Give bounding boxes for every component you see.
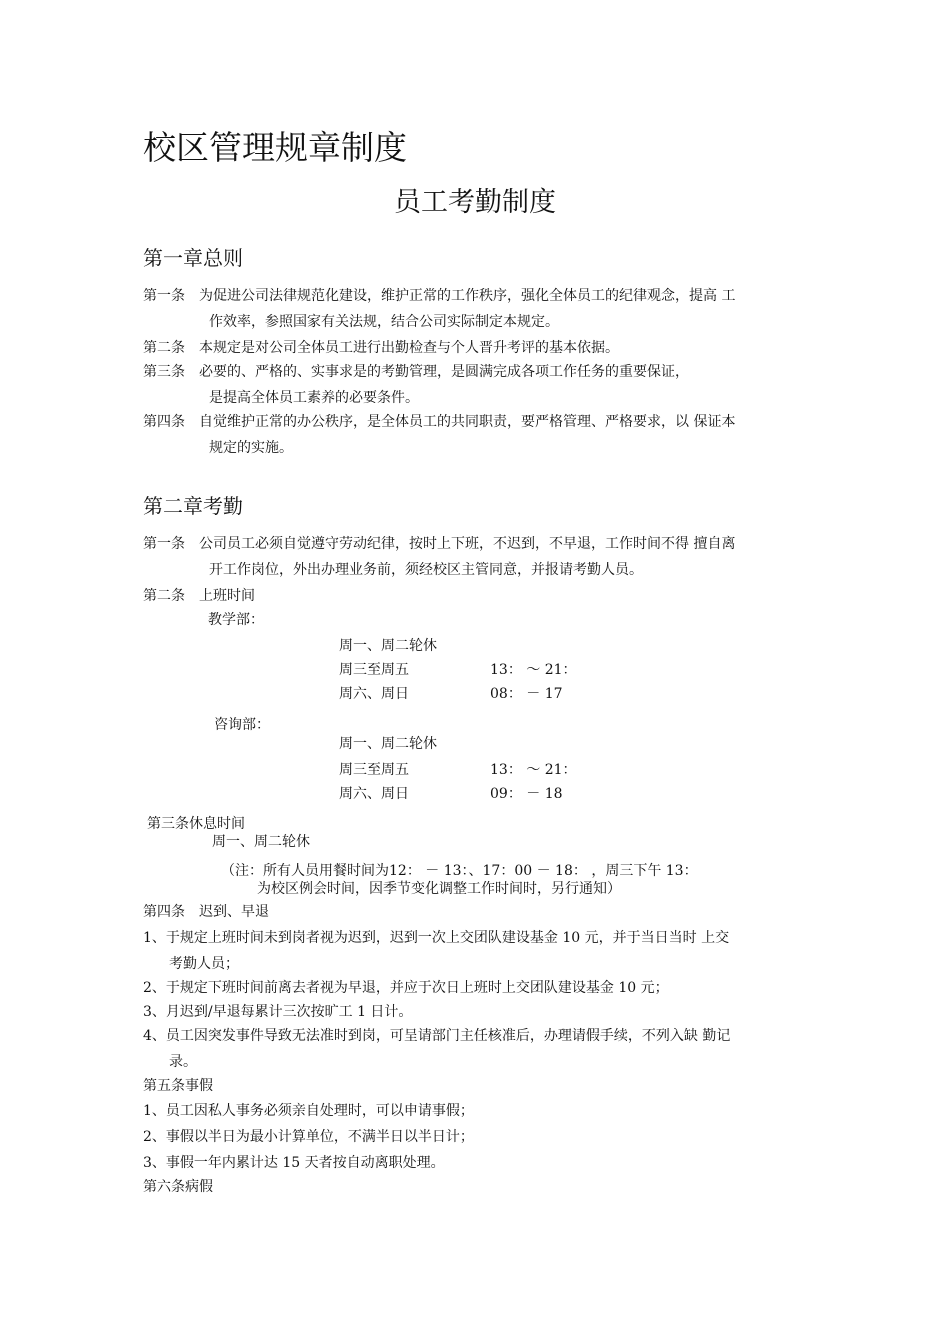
article-text: 迟到、早退	[199, 904, 269, 920]
chapter-2-heading: 第二章考勤	[143, 494, 243, 518]
schedule-day: 周一、周二轮休	[339, 736, 437, 752]
article-text-cont: 是提高全体员工素养的必要条件。	[209, 390, 419, 406]
article-text-cont: 作效率，参照国家有关法规，结合公司实际制定本规定。	[209, 314, 559, 330]
list-item	[143, 1124, 815, 1150]
schedule-day: 周六、周日	[339, 786, 409, 802]
list-item	[143, 975, 815, 1001]
article-label: 第二条	[143, 340, 185, 356]
note-line-1: （注：所有人员用餐时间为12： － 13：、17：00 － 18： ，周三下午 13：	[221, 863, 698, 879]
list-item-text: 1、于规定上班时间未到岗者视为迟到，迟到一次上交团队建设基金 10 元，并于当日当时 上交	[143, 930, 730, 946]
list-item	[143, 999, 815, 1025]
list-item	[143, 1098, 815, 1124]
article-text-cont: 开工作岗位，外出办理业务前，须经校区主管同意，并报请考勤人员。	[209, 562, 643, 578]
list-item-text: 2、事假以半日为最小计算单位，不满半日以半日计；	[143, 1129, 474, 1145]
ch2-article-4	[143, 899, 815, 925]
schedule-time: 09： － 18	[490, 786, 563, 802]
ch2-article-5-title: 第五条事假	[143, 1078, 213, 1094]
list-item	[143, 1023, 815, 1075]
note-line-2: 为校区例会时间，因季节变化调整工作时间时，另行通知）	[257, 881, 621, 897]
ch2-article-1	[143, 531, 815, 583]
list-item	[143, 925, 815, 977]
schedule-day: 周三至周五	[339, 662, 409, 678]
article-text: 上班时间	[199, 588, 255, 604]
list-item	[143, 1150, 815, 1176]
article-text: 公司员工必须自觉遵守劳动纪律，按时上下班，不迟到，不早退，工作时间不得 擅自离	[199, 536, 736, 552]
ch1-article-3	[143, 359, 815, 411]
article-label: 第四条	[143, 904, 185, 920]
list-item-text-cont: 考勤人员；	[169, 956, 239, 972]
page-title: 校区管理规章制度	[143, 128, 407, 167]
ch1-article-2	[143, 335, 815, 361]
article-text: 自觉维护正常的办公秩序，是全体员工的共同职责，要严格管理、严格要求，以 保证本	[199, 414, 736, 430]
list-item-text: 1、员工因私人事务必须亲自处理时，可以申请事假；	[143, 1103, 474, 1119]
list-item-text: 3、事假一年内累计达 15 天者按自动离职处理。	[143, 1155, 445, 1171]
list-item-text: 2、于规定下班时间前离去者视为早退，并应于次日上班时上交团队建设基金 10 元；	[143, 980, 669, 996]
page-subtitle: 员工考勤制度	[394, 187, 556, 218]
ch2-article-3-title: 第三条休息时间	[147, 816, 245, 832]
rest-line: 周一、周二轮休	[212, 834, 310, 850]
schedule-time: 13： ～ 21：	[490, 762, 577, 778]
article-label: 第二条	[143, 588, 185, 604]
list-item-text-cont: 录。	[169, 1054, 197, 1070]
schedule-time: 13： ～ 21：	[490, 662, 577, 678]
dept-name-consulting: 咨询部：	[214, 717, 270, 733]
article-text: 本规定是对公司全体员工进行出勤检查与个人晋升考评的基本依据。	[199, 340, 619, 356]
ch2-article-6-title: 第六条病假	[143, 1179, 213, 1195]
article-text: 必要的、严格的、实事求是的考勤管理，是圆满完成各项工作任务的重要保证，	[199, 364, 689, 380]
chapter-1-heading: 第一章总则	[143, 246, 243, 270]
schedule-time: 08： － 17	[490, 686, 563, 702]
schedule-day: 周六、周日	[339, 686, 409, 702]
ch1-article-1	[143, 283, 815, 335]
ch1-article-4	[143, 409, 815, 461]
article-label: 第三条	[143, 364, 185, 380]
dept-name-teaching: 教学部：	[208, 612, 264, 628]
ch2-article-2	[143, 583, 815, 609]
schedule-day: 周一、周二轮休	[339, 638, 437, 654]
list-item-text: 4、员工因突发事件导致无法准时到岗，可呈请部门主任核准后，办理请假手续，不列入缺 勤记	[143, 1028, 731, 1044]
schedule-day: 周三至周五	[339, 762, 409, 778]
list-item-text: 3、月迟到/早退每累计三次按旷工 1 日计。	[143, 1004, 413, 1020]
article-label: 第一条	[143, 536, 185, 552]
article-text-cont: 规定的实施。	[209, 440, 293, 456]
article-text: 为促进公司法律规范化建设，维护正常的工作秩序，强化全体员工的纪律观念，提高 工	[199, 288, 736, 304]
article-label: 第四条	[143, 414, 185, 430]
article-label: 第一条	[143, 288, 185, 304]
